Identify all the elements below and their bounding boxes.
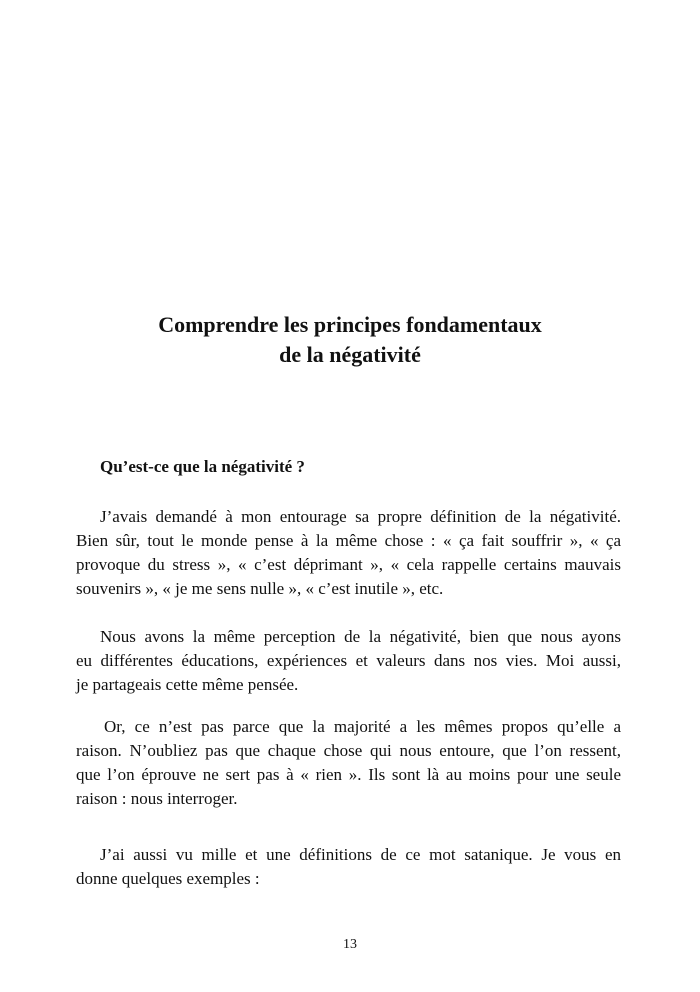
paragraph-line: eu différentes éducations, expériences et valeurs dans nos vies. Moi aussi,: [76, 651, 621, 670]
paragraph-line: Or, ce n’est pas parce que la majorité a les mêmes propos qu’elle a: [104, 717, 621, 736]
chapter-title-line-1: Comprendre les principes fondamentaux: [158, 312, 542, 337]
paragraph-2: [76, 625, 621, 697]
paragraph-3: [76, 715, 621, 811]
paragraph-line: provoque du stress », « c’est déprimant », « cela rappelle certains mauvais: [76, 555, 621, 574]
chapter-title: [0, 310, 700, 370]
paragraph-line: que l’on éprouve ne sert pas à « rien ». Ils sont là au moins pour une seule: [76, 765, 621, 784]
page-number: 13: [343, 937, 357, 952]
paragraph-line: raison. N’oubliez pas que chaque chose qui nous entoure, que l’on ressent,: [76, 741, 621, 760]
paragraph-line: J’avais demandé à mon entourage sa propre définition de la négativité.: [100, 507, 621, 526]
paragraph-4: [76, 843, 621, 891]
paragraph-line: Nous avons la même perception de la négativité, bien que nous ayons: [100, 627, 621, 646]
paragraph-line: raison : nous interroger.: [76, 789, 238, 808]
paragraph-line: souvenirs », « je me sens nulle », « c’est inutile », etc.: [76, 579, 444, 598]
paragraph-line: je partageais cette même pensée.: [76, 675, 299, 694]
section-heading: Qu’est-ce que la négativité ?: [100, 457, 305, 476]
paragraph-1: [76, 505, 621, 601]
chapter-title-line-2: de la négativité: [279, 342, 421, 367]
paragraph-line: donne quelques exemples :: [76, 869, 260, 888]
paragraph-line: J’ai aussi vu mille et une définitions de ce mot satanique. Je vous en: [100, 845, 621, 864]
paragraph-line: Bien sûr, tout le monde pense à la même chose : « ça fait souffrir », « ça: [76, 531, 621, 550]
